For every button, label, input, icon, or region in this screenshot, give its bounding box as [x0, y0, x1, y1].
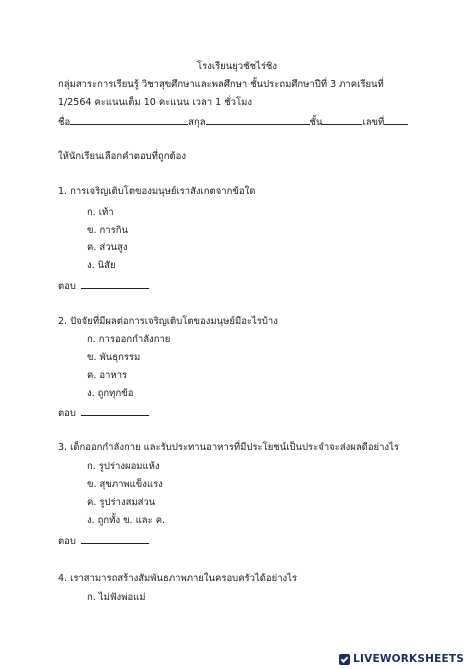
q3-choice-a: ก. รูปร่างผอมแห้ง — [87, 461, 160, 472]
subject-line: กลุ่มสาระการเรียนรู้ วิชาสุขศึกษาและพลศึกษา ชั้นประถมศึกษาปีที่ 3 ภาคเรียนที่ — [58, 79, 384, 90]
surname-label: สกุล — [188, 117, 206, 128]
name-label: ชื่อ — [58, 117, 71, 128]
q2-answer-row — [58, 406, 149, 419]
q1-choice-d: ง. นิสัย — [87, 260, 116, 271]
q1-choice-c: ค. ส่วนสูง — [87, 242, 128, 253]
q2-choice-b: ข. พันธุกรรม — [87, 352, 141, 363]
q3-choice-b: ข. สุขภาพแข็งแรง — [87, 479, 163, 490]
q2-answer-field[interactable] — [81, 406, 149, 416]
question-3: 3. เด็กออกกำลังกาย และรับประทานอาหารที่มีประโยชน์เป็นประจำจะส่งผลดีอย่างไร — [58, 442, 399, 453]
number-field[interactable] — [384, 115, 408, 125]
q1-choice-b: ข. การกิน — [87, 225, 128, 236]
liveworksheets-logo[interactable] — [339, 652, 464, 666]
answer-label: ตอบ — [58, 408, 76, 419]
checkmark-icon — [339, 654, 350, 665]
answer-label: ตอบ — [58, 536, 76, 547]
surname-field[interactable] — [206, 115, 310, 125]
q2-choice-c: ค. อาหาร — [87, 370, 128, 381]
question-2: 2. ปัจจัยที่มีผลต่อการเจริญเติบโตของมนุษย์มีอะไรบ้าง — [58, 316, 278, 327]
name-field[interactable] — [70, 115, 188, 125]
instruction: ให้นักเรียนเลือกคำตอบที่ถูกต้อง — [58, 151, 186, 162]
q3-answer-row — [58, 534, 149, 547]
q1-answer-field[interactable] — [81, 279, 149, 289]
number-label: เลขที่ — [362, 117, 385, 128]
q1-answer-row — [58, 279, 149, 292]
q3-choice-c: ค. รูปร่างสมส่วน — [87, 497, 156, 508]
q3-choice-d: ง. ถูกทั้ง ข. และ ค. — [87, 515, 166, 526]
answer-label: ตอบ — [58, 281, 76, 292]
q2-choice-d: ง. ถูกทุกข้อ — [87, 388, 134, 399]
student-info-line — [58, 115, 408, 128]
q2-choice-a: ก. การออกกำลังกาย — [87, 334, 171, 345]
question-4: 4. เราสามารถสร้างสัมพันธภาพภายในครอบครัวได้อย่างไร — [58, 573, 298, 584]
q4-choice-a: ก. ไม่ฟังพ่อแม่ — [87, 592, 146, 603]
grade-label: ชั้น — [309, 117, 323, 128]
brand-text: LIVEWORKSHEETS — [353, 652, 464, 665]
term-score-time-line: 1/2564 คะแนนเต็ม 10 คะแนน เวลา 1 ชั่วโมง — [58, 97, 253, 108]
school-name: โรงเรียนยุวชัชไร่ชิง — [196, 61, 278, 72]
q1-choice-a: ก. เท้า — [87, 207, 114, 218]
question-1: 1. การเจริญเติบโตของมนุษย์เราสังเกตจากข้อใด — [58, 186, 256, 197]
q3-answer-field[interactable] — [81, 534, 149, 544]
grade-field[interactable] — [322, 115, 362, 125]
